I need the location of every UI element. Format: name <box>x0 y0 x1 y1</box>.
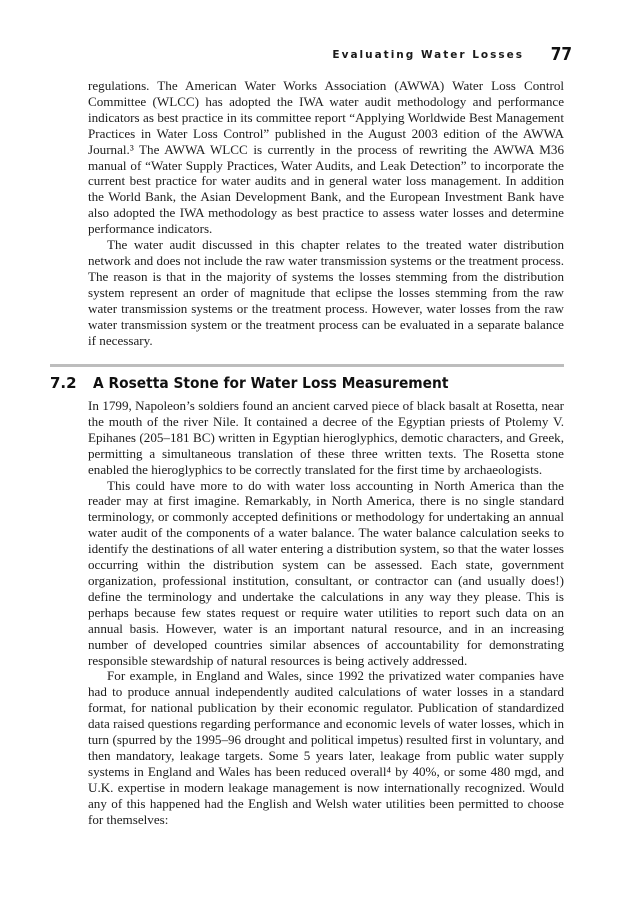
paragraph-awwa-adoption: regulations. The American Water Works Association (AWWA) Water Loss Control Committee (WLCC) has adopted the IWA water audit methodology and performance indicators as best practice in its committee report “Applying Worldwide Best Management Practices in Water Loss Control” published in the August 2003 edition of the AWWA Journal.³ The AWWA WLCC is currently in the process of rewriting the AWWA M36 manual of “Water Supply Practices, Water Audits, and Leak Detection” to incorporate the current best practice for water audits and in general water loss management. In addition the World Bank, the Asian Development Bank, and the European Investment Bank have also adopted the IWA methodology as best practice to assess water losses and determine performance indicators. <box>88 78 564 237</box>
paragraph-england-wales: For example, in England and Wales, since 1992 the privatized water companies have had to produce annual independently audited calculations of water losses in a standard format, for national publication by their economic regulator. Publication of standardized data raised questions regarding performance and economic levels of water losses, which in turn (spurred by the 1995–96 drought and political impetus) resulted first in voluntary, and then mandatory, leakage targets. Some 5 years later, leakage from public water supply systems in England and Wales has been reduced overall⁴ by 40%, or some 480 mgd, and U.K. expertise in modern leakage management is now internationally recognized. Would any of this happened had the English and Welsh water utilities been permitted to choose for themselves: <box>88 668 564 827</box>
intro-text-block <box>88 78 564 348</box>
running-head <box>332 44 572 70</box>
paragraph-rosetta-history: In 1799, Napoleon’s soldiers found an ancient carved piece of black basalt at Rosetta, near the mouth of the river Nile. It contained a decree of the Egyptian priests of Ptolemy V. Epihanes (205–181 BC) written in Egyptian hieroglyphics, demotic characters, and Greek, permitting a simultaneous translation of these three written texts. The Rosetta stone enabled the hieroglyphics to be correctly translated for the first time by archaeologists. <box>88 398 564 477</box>
running-title: Evaluating Water Losses <box>332 49 524 61</box>
page-number: 77 <box>550 44 572 65</box>
section-divider <box>50 364 564 367</box>
section-title: A Rosetta Stone for Water Loss Measurement <box>93 374 449 392</box>
section-text-block <box>88 398 564 827</box>
paragraph-audit-scope: The water audit discussed in this chapter relates to the treated water distribution network and does not include the raw water transmission systems or the treatment process. The reason is that in the majority of systems the losses stemming from the distribution system represent an order of magnitude that eclipse the losses stemming from the raw water transmission systems or the treatment process. However, water losses from the raw water transmission system or the treatment process can be evaluated in a separate balance if necessary. <box>88 237 564 348</box>
paragraph-north-america: This could have more to do with water loss accounting in North America than the reader may at first imagine. Remarkably, in North America, there is no single standard terminology, or commonly accepted definitions or methodology for undertaking an annual water audit of the components of a water balance. The water balance calculation seeks to identify the destinations of all water entering a distribution system, so that the water losses occurring within the distribution system can be assessed. Each state, government organization, professional institution, consultant, or contractor can (and usually does!) define the terminology and undertake the calculations in any way they please. This is perhaps because few states request or require water utilities to report such data on an annual basis. However, water is an important natural resource, and in an increasing number of developed countries similar absences of accountability for demonstrating responsible stewardship of natural resources is being actively addressed. <box>88 477 564 668</box>
section-heading <box>50 374 564 396</box>
section-number: 7.2 <box>50 374 77 392</box>
